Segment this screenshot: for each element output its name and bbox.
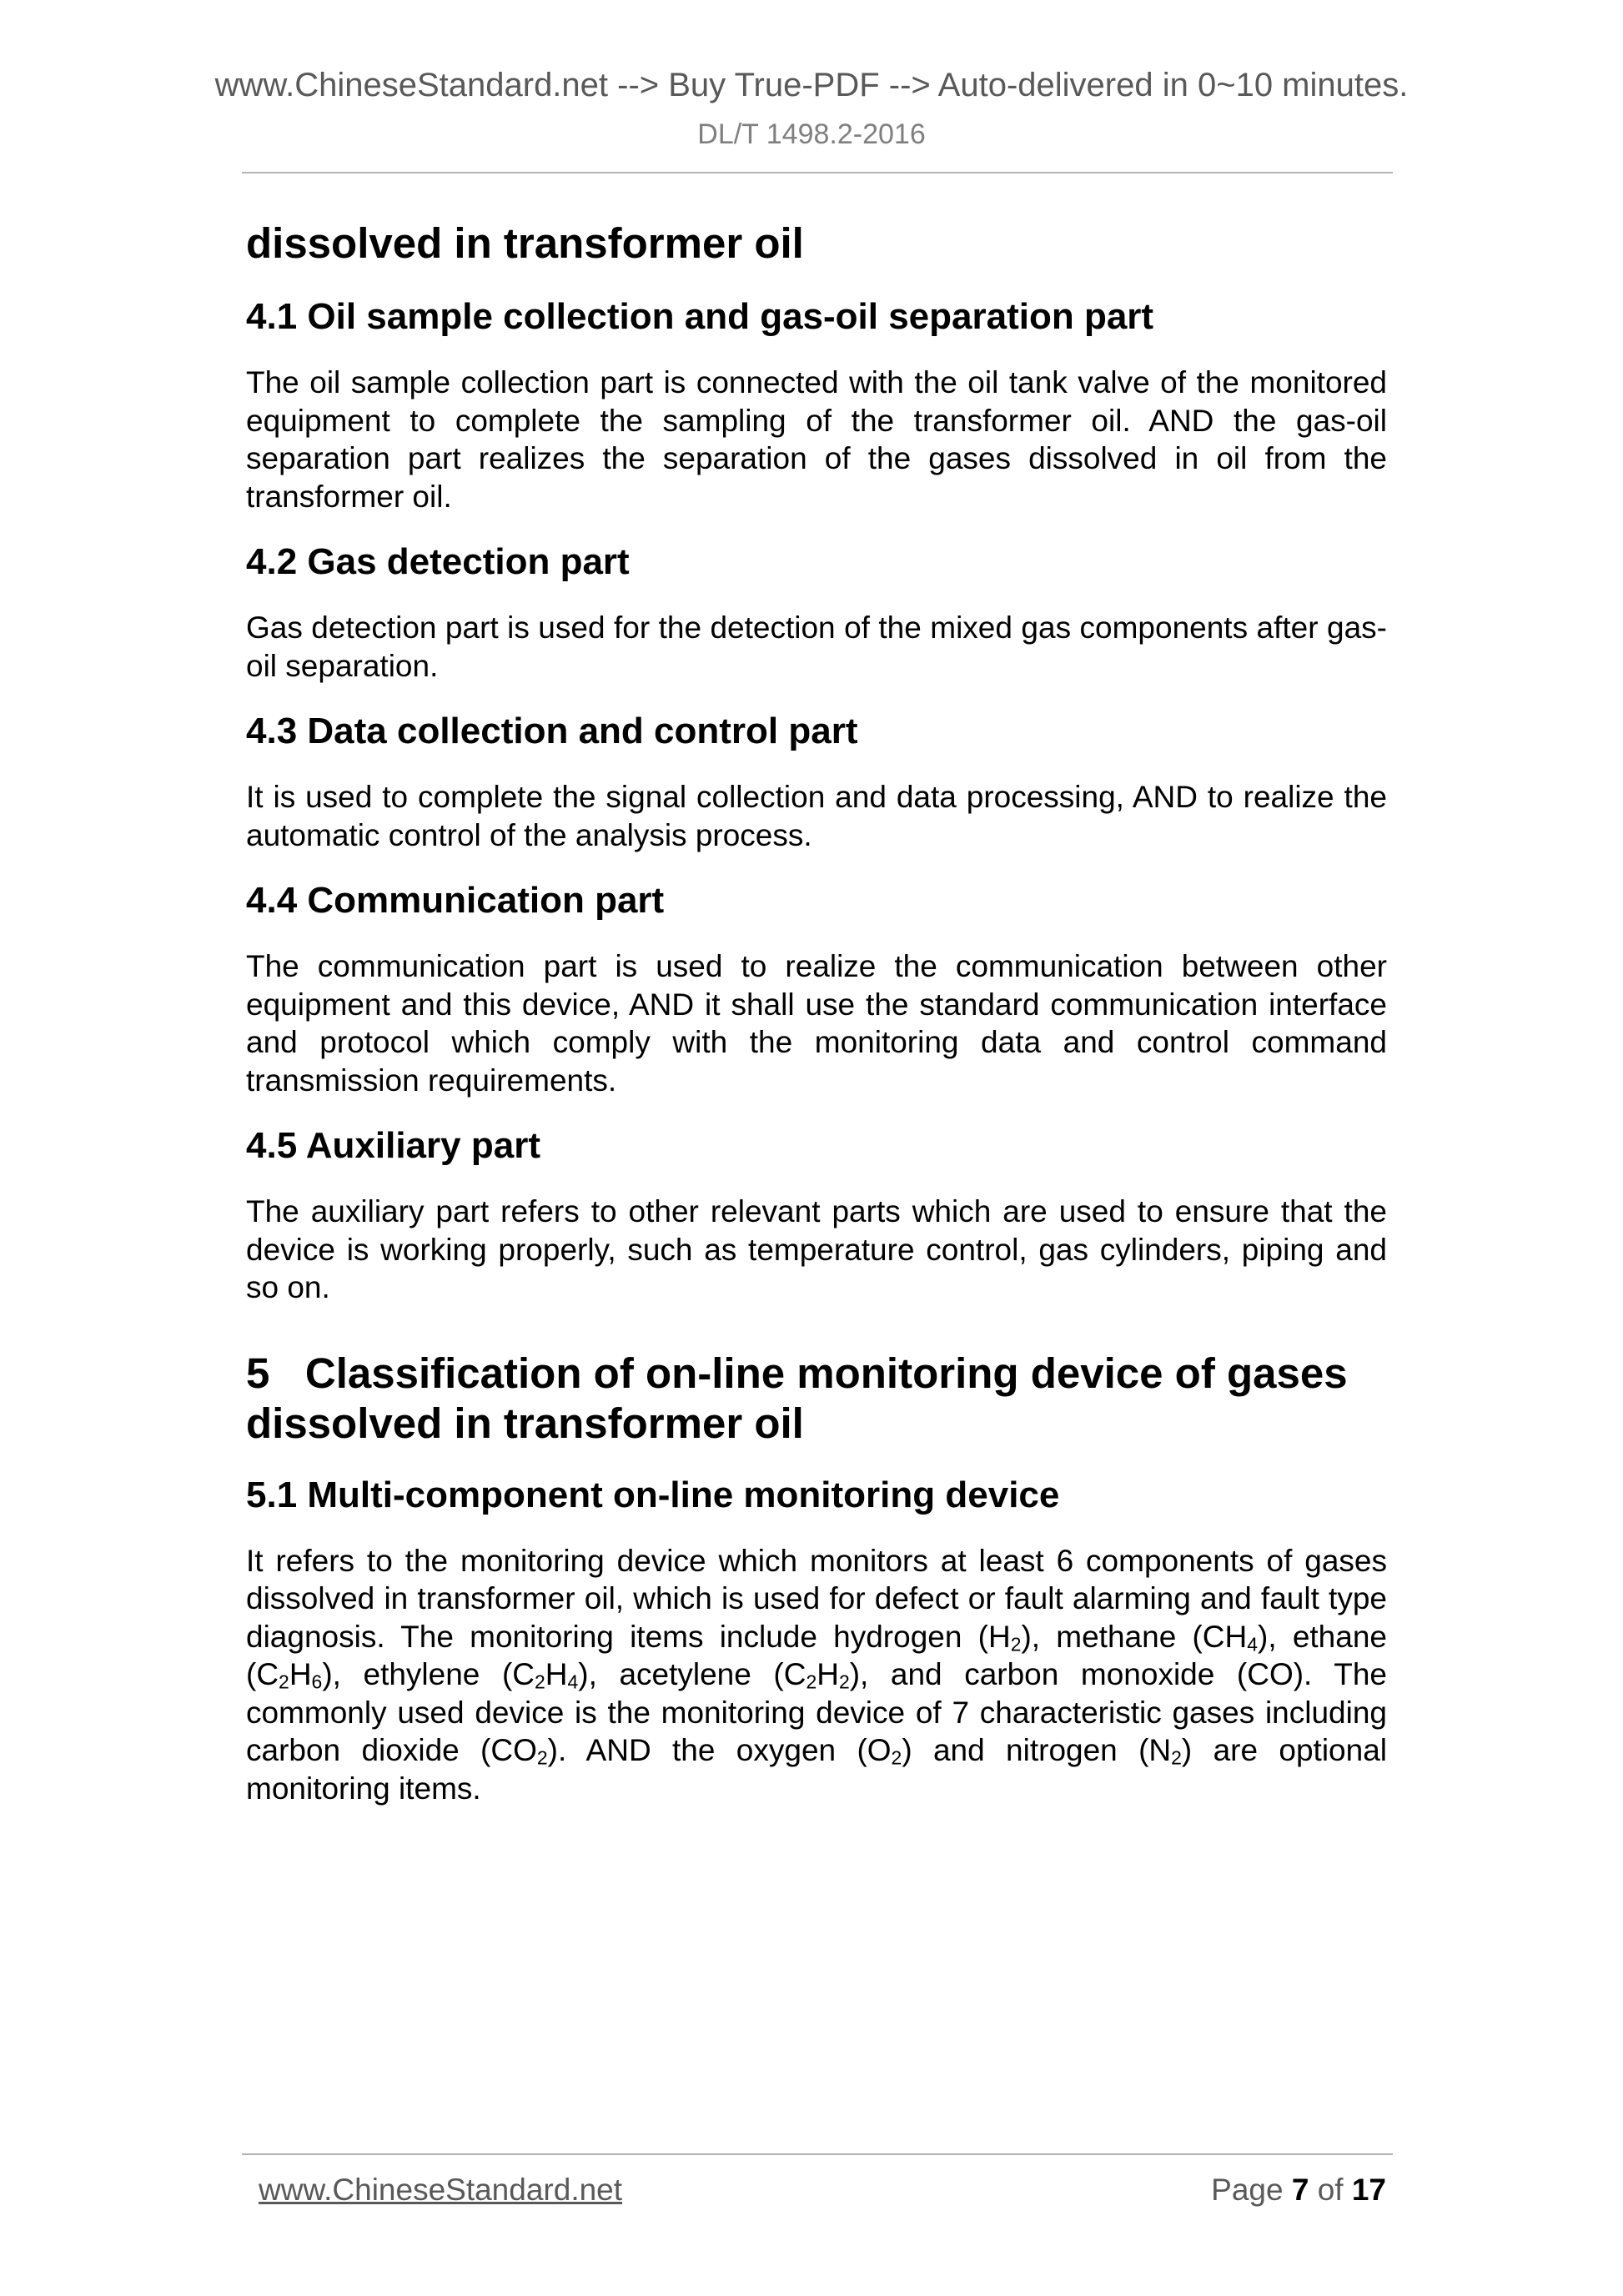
header-banner: www.ChineseStandard.net --> Buy True-PDF --> Auto-delivered in 0~10 minutes. [214, 67, 1409, 103]
footer-website-link[interactable]: www.ChineseStandard.net [259, 2173, 623, 2207]
subscript: 6 [311, 1671, 323, 1693]
subscript: 2 [1171, 1746, 1182, 1769]
page-total: 17 [1351, 2173, 1386, 2207]
section-5-1-heading: 5.1 Multi-component on-line monitoring device [246, 1474, 1060, 1515]
subscript: 2 [891, 1746, 902, 1769]
section-4-3-heading: 4.3 Data collection and control part [246, 711, 858, 751]
section-4-4-text: The communication part is used to realize the communication between other equipment and this device, AND it shall use the standard communication interface and protocol which comply with the monitoring data and control command transmission requirements. [246, 949, 1387, 1098]
section-5-1-text [246, 1542, 1387, 1808]
text-run: ), ethylene (C [322, 1657, 535, 1691]
section-4-1-heading: 4.1 Oil sample collection and gas-oil separation part [246, 296, 1154, 337]
section-4-5-text: The auxiliary part refers to other relevant parts which are used to ensure that the device is working properly, such as temperature control, gas cylinders, piping and so on. [246, 1194, 1387, 1304]
section-4-5-heading: 4.5 Auxiliary part [246, 1125, 540, 1166]
text-run: H [545, 1657, 568, 1691]
section-4-2-text: Gas detection part is used for the detection of the mixed gas components after gas-oil separation. [246, 610, 1387, 683]
text-run: It refers to the monitoring device which monitors at least 6 components of gases dissolved in transformer oil, which is used for defect or fault alarming and fault type diagnosis. The monitoring items include hydrogen (H [246, 1543, 1387, 1654]
chapter-5-number: 5 [246, 1349, 270, 1397]
section-4-4-heading: 4.4 Communication part [246, 880, 665, 921]
subscript: 4 [567, 1671, 579, 1693]
subscript: 2 [535, 1671, 545, 1693]
text-run: ), acetylene (C [578, 1657, 806, 1691]
page-of: of [1317, 2173, 1344, 2207]
text-run: ), methane (CH [1021, 1619, 1248, 1654]
text-run: ) are optional monitoring items. [246, 1733, 1387, 1806]
header-divider [242, 172, 1393, 173]
subscript: 2 [1010, 1633, 1022, 1655]
page-current: 7 [1291, 2173, 1309, 2207]
text-run: ) and nitrogen (N [902, 1733, 1172, 1767]
subscript: 2 [838, 1671, 850, 1693]
text-run: ), and carbon monoxide (CO). The commonly used device is the monitoring device of 7 characteristic gases including carbon dioxide (CO [246, 1657, 1387, 1767]
text-run: ), ethane (C [246, 1619, 1387, 1691]
footer-divider [242, 2153, 1393, 2155]
subscript: 2 [806, 1671, 817, 1693]
text-run: H [289, 1657, 312, 1691]
section-4-3-text: It is used to complete the signal collection and data processing, AND to realize the automatic control of the analysis process. [246, 780, 1387, 852]
text-run: ). AND the oxygen (O [547, 1733, 892, 1767]
chapter-5-heading [246, 1349, 1387, 1449]
text-run: H [817, 1657, 839, 1691]
subscript: 2 [536, 1746, 548, 1769]
section-4-2-heading: 4.2 Gas detection part [246, 541, 630, 582]
subscript: 4 [1247, 1633, 1259, 1655]
continued-chapter-heading: dissolved in transformer oil [246, 219, 804, 267]
page-prefix: Page [1211, 2173, 1284, 2207]
subscript: 2 [279, 1671, 289, 1693]
document-body [246, 217, 1387, 1807]
chapter-5-title: Classification of on-line monitoring device of gases dissolved in transformer oil [246, 1349, 1348, 1447]
section-4-1-text: The oil sample collection part is connected with the oil tank valve of the monitored equipment to complete the sampling of the transformer oil. AND the gas-oil separation part realizes the separation of the gases dissolved in oil from the transformer oil. [246, 365, 1387, 514]
standard-id: DL/T 1498.2-2016 [697, 118, 926, 150]
page-number [1211, 2173, 1386, 2208]
